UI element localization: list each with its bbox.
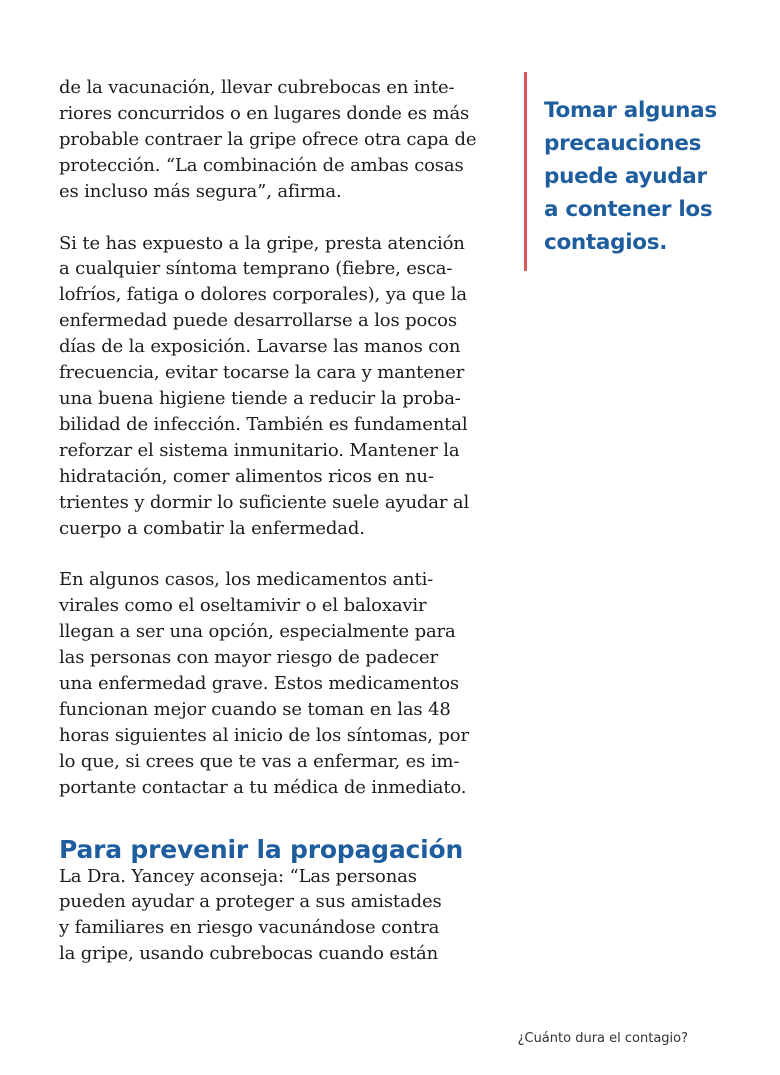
text-line: bilidad de infección. También es fundamental	[59, 413, 468, 435]
text-line: funcionan mejor cuando se toman en las 48	[59, 698, 451, 720]
paragraph-antivirals	[59, 567, 509, 800]
text-line: horas siguientes al inicio de los síntomas, por	[59, 724, 469, 746]
text-line: una buena higiene tiende a reducir la proba-	[59, 387, 461, 409]
text-line: virales como el oseltamivir o el baloxavir	[59, 595, 427, 617]
pull-quote-text	[544, 94, 744, 259]
text-line: trientes y dormir lo suficiente suele ayudar al	[59, 491, 470, 513]
text-line: cuerpo a combatir la enfermedad.	[59, 517, 365, 539]
text-line: reforzar el sistema inmunitario. Mantener la	[59, 439, 460, 461]
text-line: y familiares en riesgo vacunándose contra	[59, 917, 440, 939]
text-line: las personas con mayor riesgo de padecer	[59, 647, 438, 669]
running-footer: ¿Cuánto dura el contagio?	[517, 1031, 688, 1046]
text-line: enfermedad puede desarrollarse a los pocos	[59, 310, 457, 332]
pull-quote-line: contagios.	[544, 230, 668, 255]
section-heading: Para prevenir la propagación	[59, 834, 464, 864]
pull-quote-line: a contener los	[544, 197, 713, 222]
text-line: riores concurridos o en lugares donde es más	[59, 102, 470, 124]
pull-quote-line: Tomar algunas	[544, 98, 717, 123]
paragraph-vaccination-masks	[59, 75, 509, 205]
text-line: es incluso más segura”, afirma.	[59, 180, 342, 202]
text-line: a cualquier síntoma temprano (fiebre, esca-	[59, 258, 453, 280]
text-line: frecuencia, evitar tocarse la cara y mantener	[59, 362, 465, 384]
text-line: llegan a ser una opción, especialmente para	[59, 621, 456, 643]
text-line: la gripe, usando cubrebocas cuando están	[59, 943, 439, 965]
paragraph-prevention	[59, 864, 509, 968]
text-line: hidratación, comer alimentos ricos en nu-	[59, 465, 434, 487]
pull-quote-line: puede ayudar	[544, 164, 707, 189]
pull-quote-line: precauciones	[544, 131, 702, 156]
text-line: En algunos casos, los medicamentos anti-	[59, 569, 434, 591]
article-body	[59, 75, 509, 967]
text-line: una enfermedad grave. Estos medicamentos	[59, 673, 459, 695]
text-line: La Dra. Yancey aconseja: “Las personas	[59, 865, 417, 887]
text-line: portante contactar a tu médica de inmediato.	[59, 776, 467, 798]
text-line: de la vacunación, llevar cubrebocas en inte-	[59, 77, 455, 98]
text-line: pueden ayudar a proteger a sus amistades	[59, 891, 442, 913]
text-line: probable contraer la gripe ofrece otra capa de	[59, 128, 477, 150]
pull-quote	[524, 72, 744, 271]
text-line: días de la exposición. Lavarse las manos con	[59, 336, 461, 358]
text-line: Si te has expuesto a la gripe, presta atención	[59, 232, 465, 254]
text-line: lofríos, fatiga o dolores corporales), ya que la	[59, 284, 467, 306]
text-line: lo que, si crees que te vas a enfermar, es im-	[59, 750, 460, 772]
paragraph-exposure-symptoms	[59, 231, 509, 542]
text-line: protección. “La combinación de ambas cosas	[59, 154, 464, 176]
